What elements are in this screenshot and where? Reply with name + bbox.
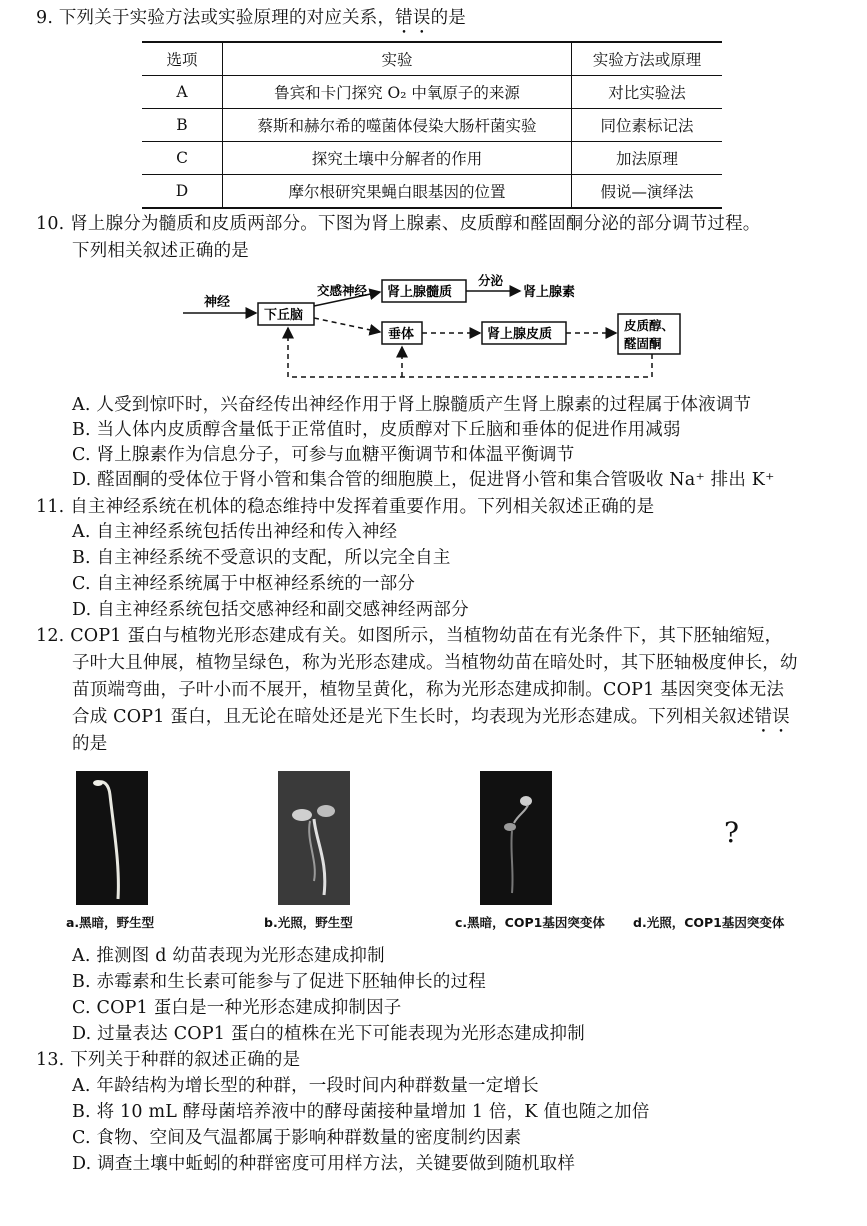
- q12-stem-line1: 12. COP1 蛋白与植物光形态建成有关。如图所示，当植物幼苗在有光条件下，其下胚轴缩短，: [36, 626, 783, 646]
- unknown-seedling-mark: ?: [724, 816, 740, 849]
- table-row: [142, 109, 722, 142]
- cortex-label: 肾上腺皮质: [487, 327, 553, 342]
- q11-option-c: C. 自主神经系统属于中枢神经系统的一部分: [72, 574, 416, 594]
- table-header-cell: 实验方法或原理: [572, 42, 723, 76]
- table-cell: 探究土壤中分解者的作用: [223, 142, 572, 175]
- q10-option-a: A. 人受到惊吓时，兴奋经传出神经作用于肾上腺髓质产生肾上腺素的过程属于体液调节: [72, 395, 752, 415]
- table-cell: C: [142, 142, 223, 175]
- q12-stem-line3: 苗顶端弯曲，子叶小而不展开，植物呈黄化，称为光形态建成抑制。COP1 基因突变体无法: [72, 680, 785, 700]
- table-cell: A: [142, 76, 223, 109]
- table-row: [142, 175, 722, 209]
- table-cell: D: [142, 175, 223, 209]
- hormones-label-line2: 醛固酮: [624, 336, 662, 351]
- photo-caption-c: c.黑暗，COP1基因突变体: [455, 915, 605, 930]
- q11-option-a: A. 自主神经系统包括传出神经和传入神经: [72, 522, 398, 542]
- adrenaline-label: 肾上腺素: [523, 285, 576, 300]
- q12-option-b: B. 赤霉素和生长素可能参与了促进下胚轴伸长的过程: [72, 972, 486, 992]
- q13-stem: 13. 下列关于种群的叙述正确的是: [36, 1050, 301, 1070]
- nerve-label: 神经: [204, 295, 231, 310]
- q10-stem-line2: 下列相关叙述正确的是: [72, 241, 249, 261]
- q11-stem: 11. 自主神经系统在机体的稳态维持中发挥着重要作用。下列相关叙述正确的是: [36, 497, 655, 517]
- pituitary-label: 垂体: [388, 327, 415, 342]
- photo-caption-b: b.光照，野生型: [264, 915, 353, 930]
- q12-stem-line5: 的是: [72, 734, 108, 754]
- seedling-photo-a: [76, 771, 148, 905]
- q12-stem-line2: 子叶大且伸展，植物呈绿色，称为光形态建成。当植物幼苗在暗处时，其下胚轴极度伸长，幼: [72, 653, 798, 673]
- table-cell: 蔡斯和赫尔希的噬菌体侵染大肠杆菌实验: [223, 109, 572, 142]
- q10-option-b: B. 当人体内皮质醇含量低于正常值时，皮质醇对下丘脑和垂体的促进作用减弱: [72, 420, 681, 440]
- table-cell: B: [142, 109, 223, 142]
- q13-option-b: B. 将 10 mL 酵母菌培养液中的酵母菌接种量增加 1 倍，K 值也随之加倍: [72, 1102, 650, 1122]
- table-cell: 对比实验法: [572, 76, 723, 109]
- feedback-path: [288, 328, 652, 377]
- q12-stem-line4: 合成 COP1 蛋白，且无论在暗处还是光下生长时，均表现为光形态建成。下列相关叙述错误: [72, 707, 790, 727]
- table-cell: 摩尔根研究果蝇白眼基因的位置: [223, 175, 572, 209]
- table-cell: 鲁宾和卡门探究 O₂ 中氧原子的来源: [223, 76, 572, 109]
- q12-option-d: D. 过量表达 COP1 蛋白的植株在光下可能表现为光形态建成抑制: [72, 1024, 585, 1044]
- q10-option-d: D. 醛固酮的受体位于肾小管和集合管的细胞膜上，促进肾小管和集合管吸收 Na⁺ 排出 K⁺: [72, 470, 775, 490]
- seedling-light-wildtype-image: [278, 771, 350, 905]
- q9-stem-emphasis: 错误: [395, 8, 431, 28]
- photo-caption-d: d.光照，COP1基因突变体: [633, 915, 785, 930]
- hypothalamus-to-pituitary-arrow: [314, 318, 380, 332]
- table-cell: 加法原理: [572, 142, 723, 175]
- hormones-label-line1: 皮质醇、: [624, 318, 675, 333]
- table-row: [142, 142, 722, 175]
- seedling-dark-mutant-image: [480, 771, 552, 905]
- secrete-label: 分泌: [478, 273, 504, 288]
- q9-stem: 9. 下列关于实验方法或实验原理的对应关系，错误的是: [36, 8, 466, 28]
- seedling-photo-c: [480, 771, 552, 905]
- q13-option-d: D. 调查土壤中蚯蚓的种群密度可用样方法，关键要做到随机取样: [72, 1154, 576, 1174]
- q12-option-c: C. COP1 蛋白是一种光形态建成抑制因子: [72, 998, 402, 1018]
- table-header-cell: 实验: [223, 42, 572, 76]
- hypothalamus-label: 下丘脑: [264, 308, 304, 323]
- table-header-cell: 选项: [142, 42, 223, 76]
- q13-option-c: C. 食物、空间及气温都属于影响种群数量的密度制约因素: [72, 1128, 522, 1148]
- q10-diagram: [0, 270, 867, 390]
- q12-stem-emphasis: 错误: [754, 707, 790, 727]
- q11-option-d: D. 自主神经系统包括交感神经和副交感神经两部分: [72, 600, 469, 620]
- q11-option-b: B. 自主神经系统不受意识的支配，所以完全自主: [72, 548, 451, 568]
- q9-table: [142, 41, 722, 209]
- q10-stem-line1: 10. 肾上腺分为髓质和皮质两部分。下图为肾上腺素、皮质醇和醛固酮分泌的部分调节过程。: [36, 214, 761, 234]
- photo-caption-a: a.黑暗，野生型: [66, 915, 155, 930]
- table-row: [142, 76, 722, 109]
- q13-option-a: A. 年龄结构为增长型的种群，一段时间内种群数量一定增长: [72, 1076, 539, 1096]
- q10-option-c: C. 肾上腺素作为信息分子，可参与血糖平衡调节和体温平衡调节: [72, 445, 575, 465]
- seedling-photo-b: [278, 771, 350, 905]
- q12-option-a: A. 推测图 d 幼苗表现为光形态建成抑制: [72, 946, 385, 966]
- medulla-label: 肾上腺髓质: [387, 285, 453, 300]
- table-cell: 同位素标记法: [572, 109, 723, 142]
- sympathetic-label: 交感神经: [317, 283, 368, 298]
- table-cell: 假说—演绎法: [572, 175, 723, 209]
- table-header-row: [142, 42, 722, 76]
- seedling-dark-wildtype-image: [76, 771, 148, 905]
